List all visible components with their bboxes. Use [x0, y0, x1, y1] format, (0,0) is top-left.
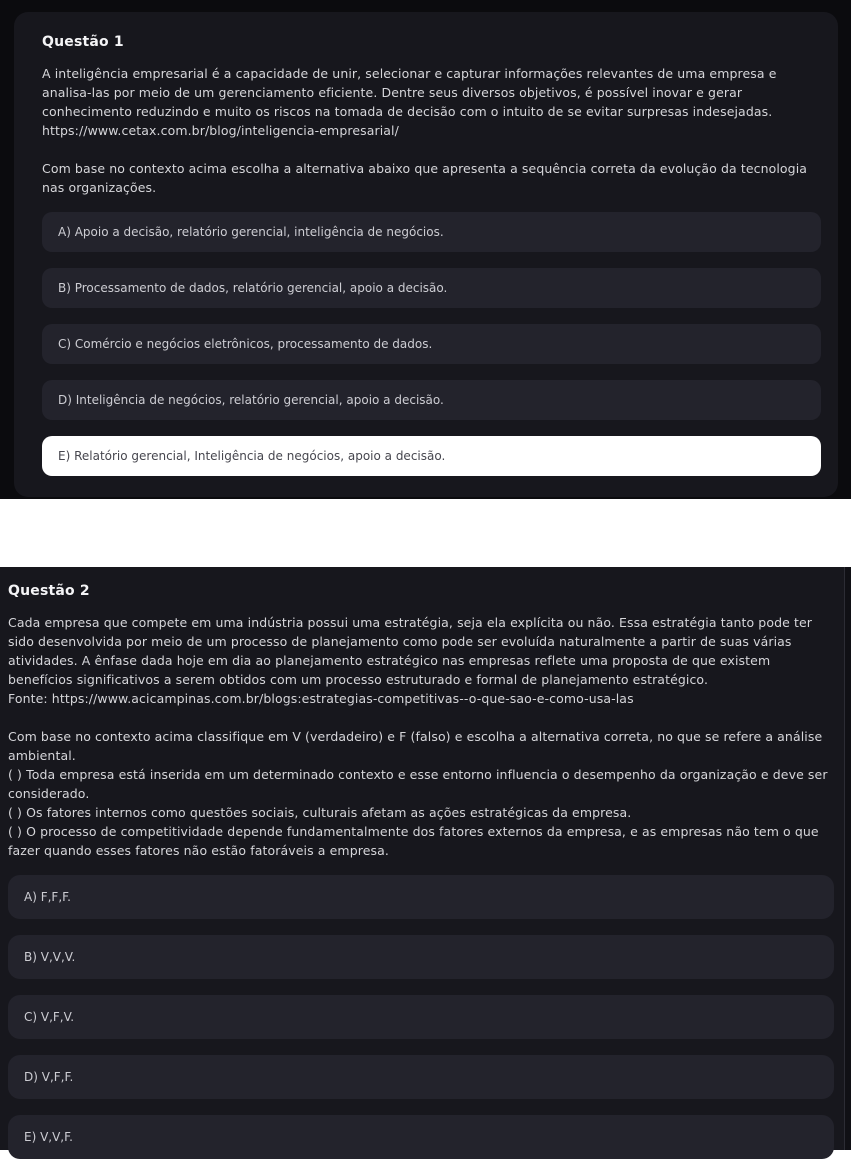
question-2-source-line: Fonte: https://www.acicampinas.com.br/blogs:estrategias-competitivas--o-que-sao-e-como-usa-las — [8, 691, 634, 706]
option-label: D) V,F,F. — [24, 1070, 74, 1084]
option-label: C) Comércio e negócios eletrônicos, processamento de dados. — [58, 337, 433, 351]
option-label: E) Relatório gerencial, Inteligência de negócios, apoio a decisão. — [58, 449, 446, 463]
question-1-options — [42, 212, 821, 476]
option-label: C) V,F,V. — [24, 1010, 75, 1024]
option-label: B) V,V,V. — [24, 950, 76, 964]
question-2-paragraph: Cada empresa que compete em uma indústria possui uma estratégia, seja ela explícita ou não. Essa estratégia tanto pode ter sido desenvolvida por meio de um processo de planejamento como pode ser evoluída naturalmente a partir de suas várias atividades. A ênfase dada hoje em dia ao planejamento estratégico nas empresas reflete uma proposta de que existem benefícios significativos a serem obtidos com um processo estruturado e formal de planejamento estratégico. — [8, 615, 813, 687]
question-2-options — [8, 875, 835, 1159]
question-1-card — [14, 12, 838, 497]
question-2-option-c[interactable] — [8, 995, 834, 1039]
question-2-prompt-block — [8, 727, 835, 860]
question-2-statement-3: ( ) O processo de competitividade depende fundamentalmente dos fatores externos da empresa, e as empresas não tem o que fazer quando esses fatores não estão fatoráveis a empresa. — [8, 824, 819, 858]
question-1-text — [42, 64, 821, 140]
question-1-option-a[interactable] — [42, 212, 821, 252]
question-1-option-c[interactable] — [42, 324, 821, 364]
question-2-text — [8, 613, 835, 708]
question-2-statement-1: ( ) Toda empresa está inserida em um determinado contexto e esse entorno influencia o desempenho da organização e deve ser considerado. — [8, 767, 828, 801]
question-1-source-url: https://www.cetax.com.br/blog/inteligencia-empresarial/ — [42, 123, 399, 138]
question-1-paragraph: A inteligência empresarial é a capacidade de unir, selecionar e capturar informações relevantes de uma empresa e analisa-las por meio de um gerenciamento eficiente. Dentre seus diversos objetivos, é possível inovar e gerar conhecimento reduzindo e muito os riscos na tomada de decisão com o intuito de se evitar surpresas indesejadas. — [42, 66, 777, 119]
question-2-option-b[interactable] — [8, 935, 834, 979]
question-1-option-e[interactable] — [42, 436, 821, 476]
option-label: D) Inteligência de negócios, relatório gerencial, apoio a decisão. — [58, 393, 444, 407]
question-1-prompt: Com base no contexto acima escolha a alternativa abaixo que apresenta a sequência correta da evolução da tecnologia nas organizações. — [42, 161, 808, 195]
question-2-option-a[interactable] — [8, 875, 834, 919]
question-1-option-d[interactable] — [42, 380, 821, 420]
question-2-prompt: Com base no contexto acima classifique em V (verdadeiro) e F (falso) e escolha a alternativa correta, no que se refere a análise ambiental. — [8, 729, 823, 763]
question-1-title: Questão 1 — [42, 34, 124, 50]
question-1-option-b[interactable] — [42, 268, 821, 308]
question-2-option-d[interactable] — [8, 1055, 834, 1099]
question-2-statement-2: ( ) Os fatores internos como questões sociais, culturais afetam as ações estratégicas da empresa. — [8, 805, 632, 820]
option-label: E) V,V,F. — [24, 1130, 73, 1144]
question-2-panel — [0, 567, 845, 1150]
question-2-option-e[interactable] — [8, 1115, 834, 1159]
option-label: B) Processamento de dados, relatório gerencial, apoio a decisão. — [58, 281, 448, 295]
question-1-panel — [0, 0, 851, 499]
option-label: A) Apoio a decisão, relatório gerencial, inteligência de negócios. — [58, 225, 444, 239]
scrollbar-track[interactable] — [844, 567, 851, 1150]
question-2-title: Questão 2 — [8, 583, 90, 599]
option-label: A) F,F,F. — [24, 890, 71, 904]
